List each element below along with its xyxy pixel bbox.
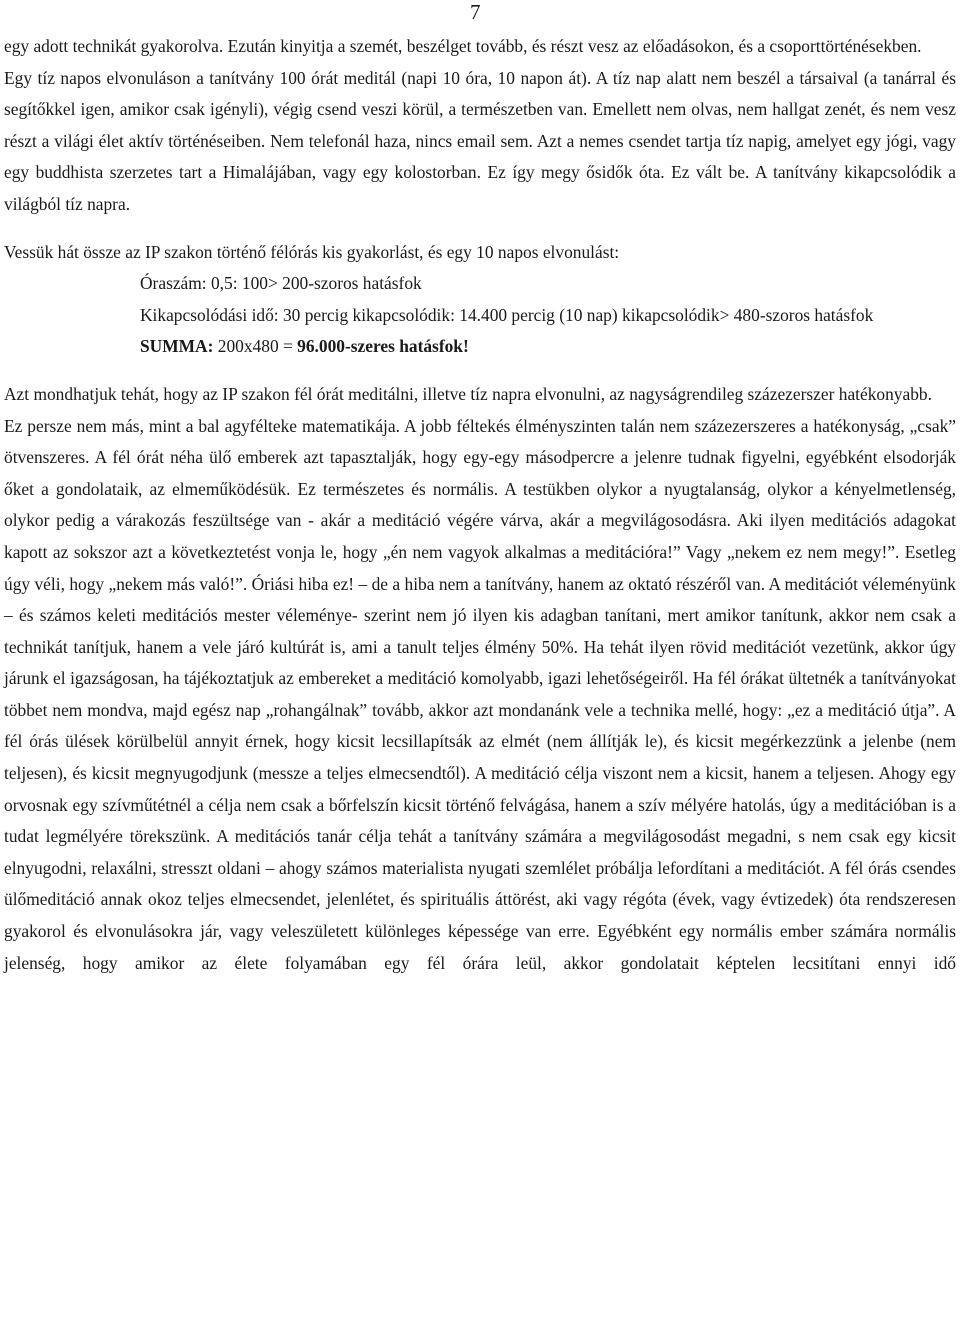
summa-result: 96.000-szeres hatásfok! xyxy=(297,336,469,357)
summa-expression: 200x480 = xyxy=(213,336,298,357)
calc-line-summa xyxy=(140,331,956,363)
paragraph-gap xyxy=(4,221,956,237)
paragraph-main: Ez persze nem más, mint a bal agyfélteke matematikája. A jobb féltekés élményszinten talán nem százezerszeres a hatékonyság, „csak” ötvenszeres. A fél órát néha ülő emberek azt tapasztalják, hogy egy-egy másodpercre a jelenre tudnak figyelni, egyébként elsodorják őket a gondolataik, az elmeműködésük. Ez természetes és normális. A testükben olykor a nyugtalanság, olykor a kényelmetlenség, olykor pedig a várakozás feszültsége van - akár a meditáció végére várva, akár a megvilágosodásra. Aki ilyen meditációs adagokat kapott az sokszor azt a következtetést vonja le, hogy „én nem vagyok alkalmas a meditációra!” Vagy „nekem ez nem megy!”. Esetleg úgy véli, hogy „nekem más való!”. Óriási hiba ez! – de a hiba nem a tanítvány, hanem az oktató részéről van. A meditációt véleményünk – és számos keleti meditációs mester véleménye- szerint nem jó ilyen kis adagban tanítani, mert amikor tanítunk, akkor nem csak a technikát tanítjuk, hanem a vele járó kultúrát is, ami a tanult teljes élmény 50%. Ha tehát ilyen rövid meditációt vezetünk, akkor úgy járunk el igazságosan, ha tájékoztatjuk az embereket a meditáció komolyabb, igazi lehetőségeiről. Ha fél órákat ültetnék a tanítványokat többet nem mondva, majd egész nap „rohangálnak” tovább, akkor azt mondanánk vele a technika mellé, hogy: „ez a meditáció útja”. A fél órás ülések körülbelül annyit érnek, hogy kicsit lecsillapítsák az elmét (nem állítják le), és kicsit megérkezzünk a jelenbe (nem teljesen), és kicsit megnyugodjunk (messze a teljes elmecsendtől). A meditáció célja viszont nem a kicsit, hanem a teljesen. Ahogy egy orvosnak egy szívműtétnél a célja nem csak a bőrfelszín kicsit történő felvágása, hanem a szív mélyére hatolás, úgy a meditációban is a tudat legmélyére törekszünk. A meditációs tanár célja tehát a tanítvány számára a megvilágosodást megadni, s nem csak egy kicsit elnyugodni, relaxálni, stresszt oldani – ahogy számos materialista nyugati szemlélet próbálja lefordítani a meditációt. A fél órás csendes ülőmeditáció annak okoz teljes elmecsendet, jelenlétet, és spirituális áttörést, aki vagy régóta (évek, vagy évtizedek) óta rendszeresen gyakorol és elvonulásokra jár, vagy veleszületett különleges képessége van erre. Egyébként egy normális ember számára normális jelenség, hogy amikor az élete folyamában egy fél órára leül, akkor gondolatait képtelen lecsitítani ennyi idő xyxy=(4,415,956,973)
calc-line-disconnect: Kikapcsolódási idő: 30 percig kikapcsolódik: 14.400 percig (10 nap) kikapcsolódik> 480-szoros hatásfok xyxy=(140,304,874,325)
paragraph-2: Egy tíz napos elvonuláson a tanítvány 100 órát meditál (napi 10 óra, 10 napon át). A tíz nap alatt nem beszél a társaival (a tanárral és segítőkkel igen, amikor csak igényli), végig csend veszi körül, a természetben van. Emellett nem olvas, nem hallgat zenét, és nem vesz részt a világi élet aktív történéseiben. Nem telefonál haza, nincs email sem. Azt a nemes csendet tartja tíz napig, amelyet egy jógi, vagy egy buddhista szerzetes tart a Himalájában, vagy egy kolostorban. Ez így megy ősidők óta. Ez vált be. A tanítvány kikapcsolódik a világból tíz napra. xyxy=(4,67,956,214)
paragraph-conclusion: Azt mondhatjuk tehát, hogy az IP szakon fél órát meditálni, illetve tíz napra elvonulni, az nagyságrendileg százezerszer hatékonyabb. xyxy=(4,383,932,404)
calculation-block xyxy=(140,268,956,363)
page-body xyxy=(4,31,956,979)
paragraph-1: egy adott technikát gyakorolva. Ezután kinyitja a szemét, beszélget tovább, és részt vesz az előadásokon, és a csoporttörténésekben. xyxy=(4,36,922,56)
summa-label: SUMMA: xyxy=(140,336,214,357)
calc-line-hours: Óraszám: 0,5: 100> 200-szoros hatásfok xyxy=(140,273,422,294)
page-number: 7 xyxy=(470,0,481,24)
paragraph-gap xyxy=(4,363,956,379)
comparison-intro: Vessük hát össze az IP szakon történő félórás kis gyakorlást, és egy 10 napos elvonulást: xyxy=(4,241,620,262)
